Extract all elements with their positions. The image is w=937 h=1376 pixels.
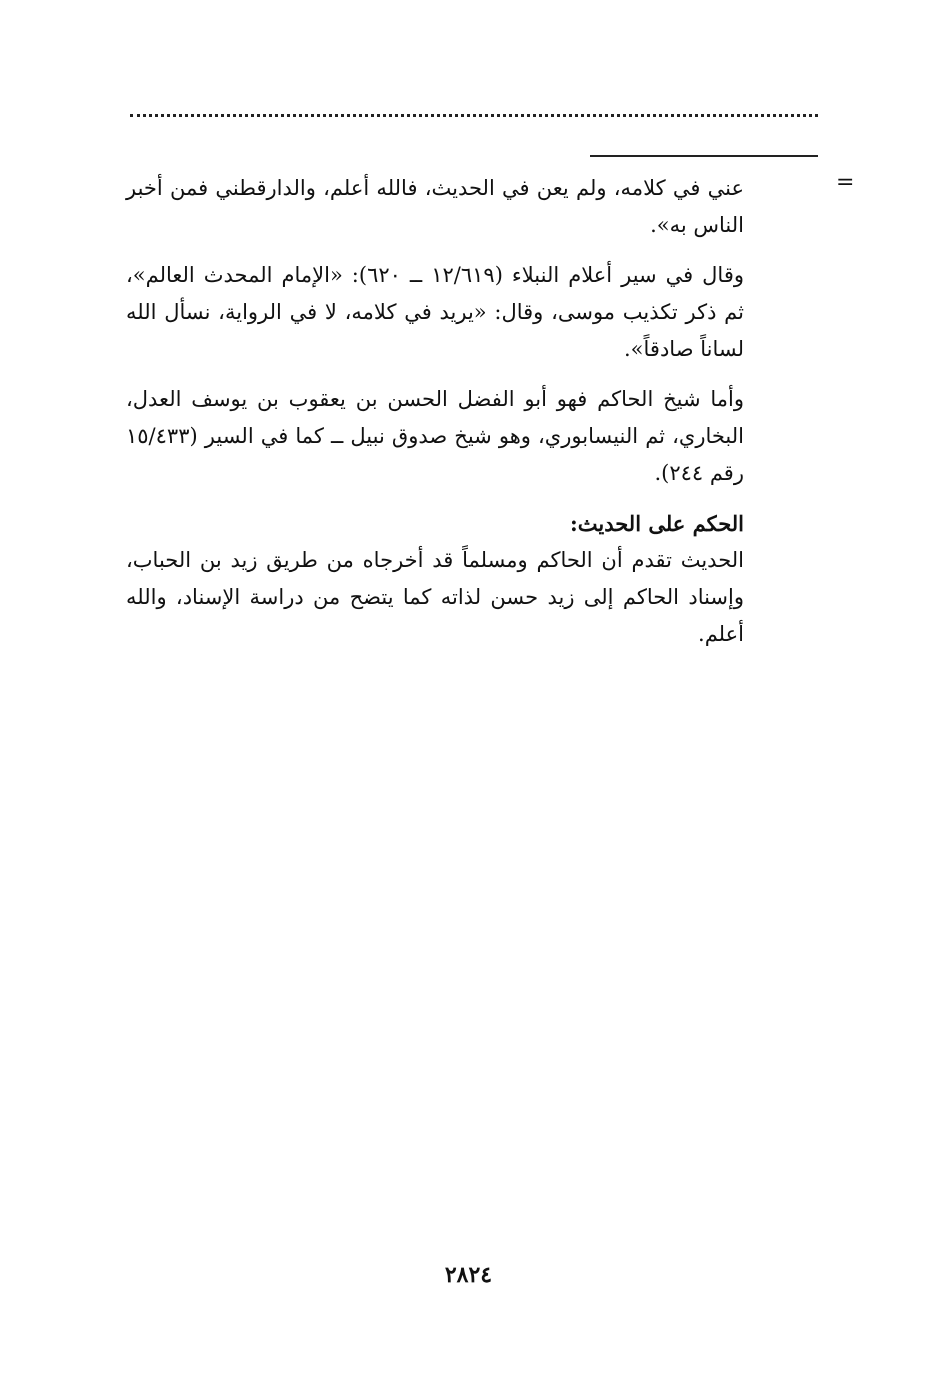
page-number: ٢٨٢٤ (444, 1262, 493, 1288)
paragraph-1: عني في كلامه، ولم يعن في الحديث، فالله أعلم، والدارقطني فمن أخبر الناس به». (126, 176, 744, 237)
paragraph-3: وأما شيخ الحاكم فهو أبو الفضل الحسن بن يعقوب بن يوسف العدل، البخاري، ثم النيسابوري، وهو شيخ صدوق نبيل ــ كما في السير (١٥/٤٣٣ رقم ٢٤٤). (126, 387, 744, 485)
section-heading: الحكم على الحديث: (570, 511, 744, 536)
footnote-rule (590, 155, 818, 157)
paragraph-2: وقال في سير أعلام النبلاء (١٢/٦١٩ ــ ٦٢٠): «الإمام المحدث العالم»، ثم ذكر تكذيب موسى، وقال: «يريد في كلامه، لا في الرواية، نسأل الله لساناً صادقاً». (126, 263, 744, 361)
continuation-mark: = (836, 170, 855, 195)
footnote-dotted-separator (130, 114, 818, 117)
page-body (126, 170, 744, 666)
verdict-paragraph: الحديث تقدم أن الحاكم ومسلماً قد أخرجاه من طريق زيد بن الحباب، وإسناد الحاكم إلى زيد حسن لذاته كما يتضح من دراسة الإسناد، والله أعلم. (126, 548, 744, 646)
